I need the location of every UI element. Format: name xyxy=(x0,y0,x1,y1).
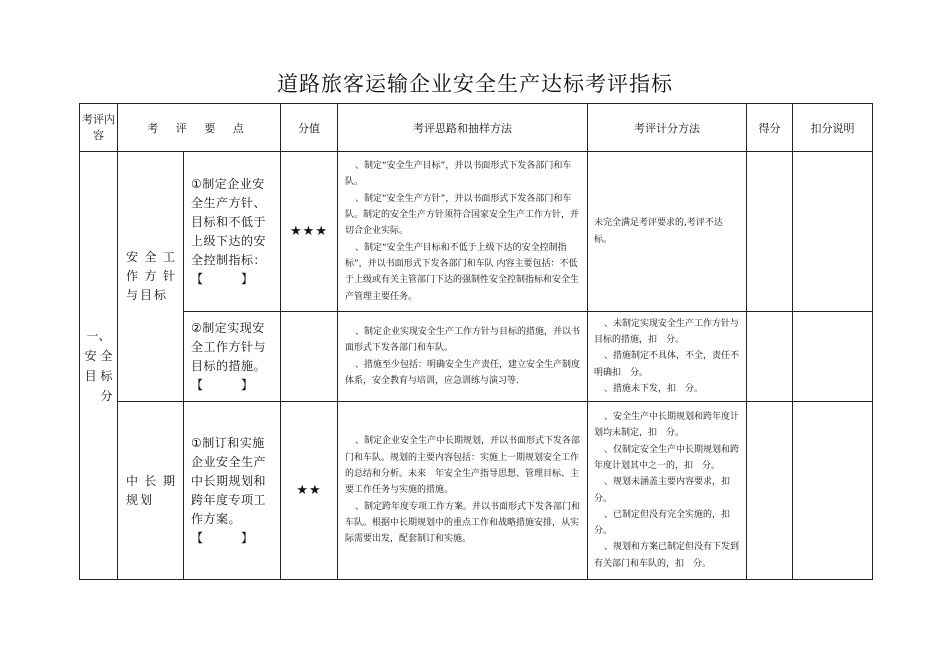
subcategory-plan: 中长期规划 xyxy=(118,402,184,580)
star-rating xyxy=(281,312,338,402)
scoring-text: 未完全满足考评要求的,考评不达标。 xyxy=(588,152,747,312)
score-cell xyxy=(747,312,793,402)
scoring-text: 、安全生产中长期规划和跨年度计划均未制定，扣 分。 、仅制定安全生产中长期规划和跨年度计划其中之一的，扣 分。 、规划未涵盖主要内容要求，扣 分。 、已制定但没有完全实施的，扣 分。 、规划和方案已制定但没有下发到有关部门和车队的，扣 分。 xyxy=(588,402,747,580)
point-text: ②制定实现安全工作方针与目标的措施。【 】 xyxy=(184,312,281,402)
header-score: 分值 xyxy=(281,104,338,152)
header-got: 得分 xyxy=(747,104,793,152)
header-method: 考评思路和抽样方法 xyxy=(338,104,588,152)
document-title: 道路旅客运输企业安全生产达标考评指标 xyxy=(277,72,673,96)
star-rating: ★★ xyxy=(281,402,338,580)
table-row xyxy=(80,312,873,402)
star-rating: ★★★ xyxy=(281,152,338,312)
method-text: 、制定企业实现安全生产工作方针与目标的措施，并以书面形式下发各部门和车队。 、措施至少包括：明确安全生产责任，建立安全生产制度体系，安全教育与培训，应急训练与演习等. xyxy=(338,312,588,402)
table-row xyxy=(80,152,873,312)
category-safety-goal: 一、 安 全 目 标 分 xyxy=(80,152,118,580)
header-deduct: 扣分说明 xyxy=(793,104,873,152)
deduct-cell xyxy=(793,312,873,402)
scoring-text: 、未制定实现安全生产工作方针与目标的措施，扣 分。 、措施制定不具体，不全，责任不明确扣 分。 、措施未下发，扣 分。 xyxy=(588,312,747,402)
method-text: 、制定企业安全生产中长期规划，并以书面形式下发各部门和车队。规划的主要内容包括：实施上一期规划安全工作的总结和分析。未来 年安全生产指导思想、管理目标、主要工作任务与实施的措施。 、制定跨年度专项工作方案。并以书面形式下发各部门和车队。根据中长期规划中的重点工作和战略措施安排，从实际需要出发，配套制订和实施。 xyxy=(338,402,588,580)
table-row xyxy=(80,402,873,580)
evaluation-table xyxy=(79,103,873,580)
deduct-cell xyxy=(793,402,873,580)
point-text: ①制定企业安全生产方针、目标和不低于上级下达的安全控制指标：【 】 xyxy=(184,152,281,312)
score-cell xyxy=(747,402,793,580)
header-row xyxy=(80,104,873,152)
header-scoring: 考评计分方法 xyxy=(588,104,747,152)
point-text: ①制订和实施企业安全生产中长期规划和跨年度专项工作方案。【 】 xyxy=(184,402,281,580)
header-category: 考评内容 xyxy=(80,104,118,152)
header-points: 考 评 要 点 xyxy=(118,104,281,152)
deduct-cell xyxy=(793,152,873,312)
subcategory-policy: 安全工作方针与目标 xyxy=(118,152,184,402)
score-cell xyxy=(747,152,793,312)
method-text: 、制定“安全生产目标”，并以书面形式下发各部门和车队。 、制定“安全生产方针”，并以书面形式下发各部门和车队。制定的安全生产方针须符合国家安全生产工作方针，并切合企业实际。 、制定“安全生产目标和不低于上级下达的安全控制指标”，并以书面形式下发各部门和车队 内容主要包括：不低于上级或有关主管部门下达的强制性安全控制指标和安全生产管理主要任务。 xyxy=(338,152,588,312)
